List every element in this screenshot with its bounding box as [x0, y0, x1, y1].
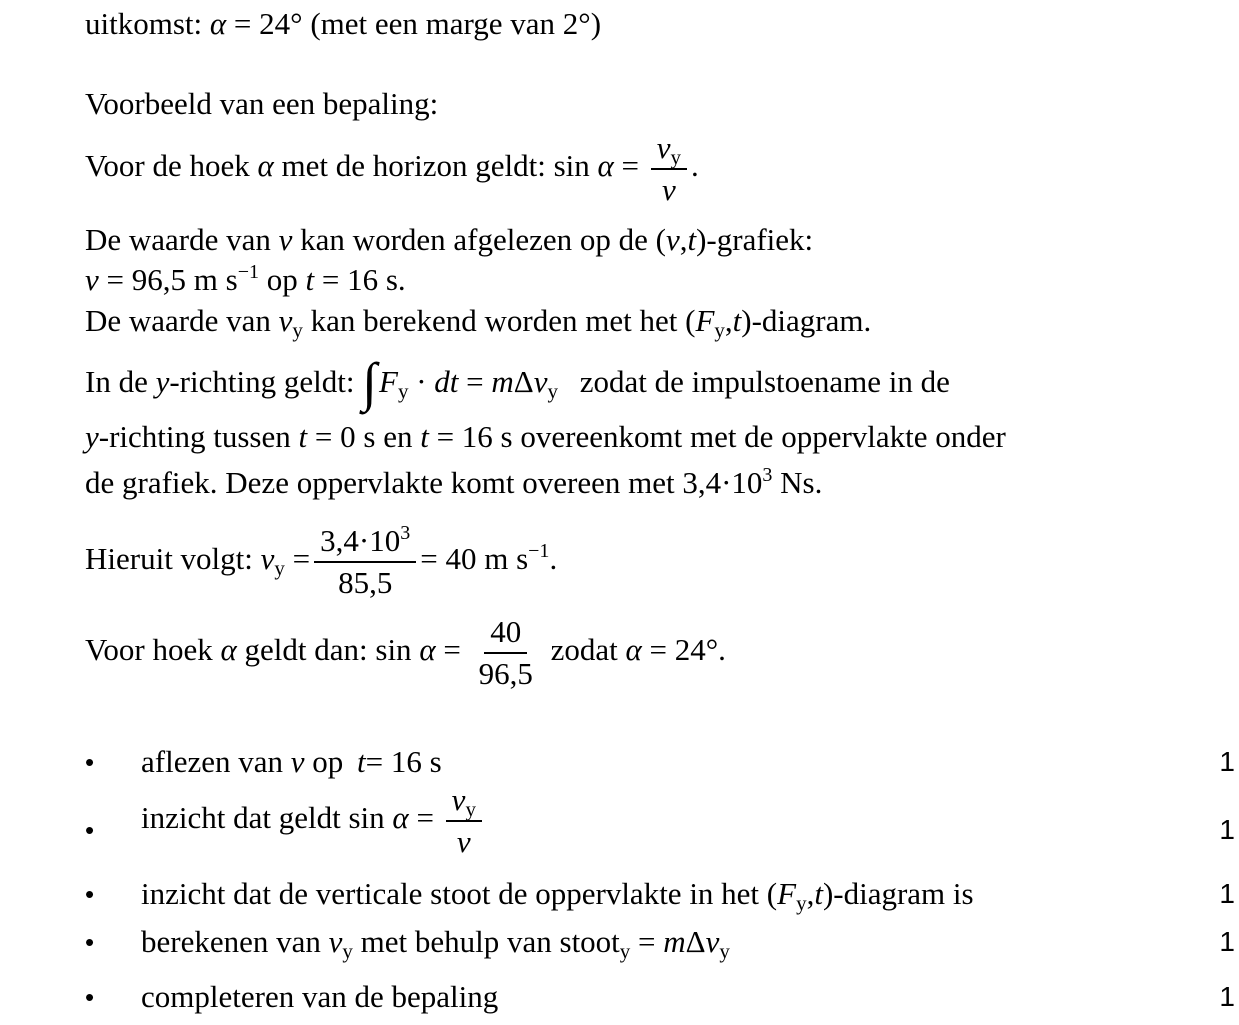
y-symbol: y: [155, 364, 170, 399]
y-subscript: y: [397, 379, 409, 403]
bullet-icon: •: [85, 747, 95, 777]
equals-sign: =: [292, 541, 311, 577]
fraction-impulse-over-mass: [314, 523, 416, 601]
dt-symbol: dt: [434, 364, 459, 399]
angle-result-text-b: geldt dan:: [244, 632, 368, 668]
y-subscript: y: [274, 556, 285, 581]
scoring-text: completeren van de bepaling: [141, 979, 499, 1014]
area-exponent: 3: [762, 464, 773, 486]
sin-function: sin: [553, 148, 590, 184]
m-symbol: m: [491, 364, 514, 399]
delta-symbol: Δ: [513, 364, 534, 399]
direction-val1: = 0 s en: [314, 419, 413, 454]
angle-result-final: = 24°.: [649, 632, 726, 668]
t-value: = 16 s.: [321, 262, 406, 297]
fraction-numerator: 40: [484, 614, 527, 654]
vy-line: [85, 303, 872, 342]
t-symbol: t: [298, 419, 308, 454]
unit-exponent: −1: [237, 261, 259, 283]
equals-sign: =: [621, 148, 640, 184]
alpha-symbol: α: [220, 632, 237, 668]
t-symbol: t: [732, 303, 742, 338]
fraction-denominator: v: [662, 172, 676, 207]
score-value: 1: [1219, 746, 1235, 777]
result-margin: (met een marge van 2°): [310, 6, 602, 41]
integral-line: In de y-richting geldt: $\int F_y$ · dt = mΔv$_y$ zodat de impulstoename in de: [85, 352, 950, 412]
follow-line: [85, 523, 557, 601]
v-symbol: v: [278, 222, 293, 257]
unit-exponent: −1: [528, 540, 550, 563]
graph-t: t: [687, 222, 697, 257]
dot-operator: ·: [416, 364, 427, 399]
v-text-b: kan worden afgelezen op de (: [300, 222, 666, 257]
example-heading: Voorbeeld van een bepaling:: [85, 86, 439, 121]
angle-formula-line: [85, 130, 699, 208]
v-reading-line: [85, 222, 813, 258]
alpha-symbol: α: [257, 148, 274, 184]
v-symbol: v: [533, 364, 548, 399]
text-op: op: [266, 262, 298, 297]
vy-text-close: )-diagram.: [741, 303, 872, 338]
follow-result: = 40 m s: [420, 541, 529, 577]
scoring-text: inzicht dat de verticale stoot de oppervlakte in het $(F_y,t)$-diagram is: [141, 876, 974, 915]
alpha-symbol: α: [625, 632, 642, 668]
score-value: 1: [1219, 926, 1235, 957]
fraction-vy-over-v: [651, 130, 687, 208]
equals-sign: =: [466, 364, 484, 399]
result-label: uitkomst:: [85, 6, 203, 41]
v-symbol: v: [278, 303, 293, 338]
F-symbol: F: [379, 364, 398, 399]
vy-text-b: kan berekend worden met het: [310, 303, 678, 338]
comma: ,: [724, 303, 733, 338]
fraction-vy-over-v: $\frac{v_y}{v}$: [446, 782, 482, 860]
v-value: = 96,5 m s: [106, 262, 238, 297]
integral-text-c: zodat de impulstoename in de: [579, 364, 950, 399]
alpha-symbol: α: [419, 632, 436, 668]
graph-v: v: [665, 222, 680, 257]
y-symbol: y: [85, 419, 99, 454]
t-symbol: t: [305, 262, 315, 297]
alpha-symbol: α: [597, 148, 614, 184]
follow-text-a: Hieruit volgt:: [85, 541, 253, 577]
angle-result-text-c: zodat: [550, 632, 618, 668]
scoring-text: aflezen van v op t= 16 s: [141, 744, 442, 779]
period: .: [691, 148, 699, 184]
t-symbol: t: [420, 419, 429, 454]
bullet-icon: •: [85, 927, 95, 957]
comma: ,: [679, 222, 688, 257]
result-line: [85, 6, 601, 42]
direction-val2: = 16 s overeenkomt met de oppervlakte onder: [436, 419, 1006, 454]
bullet-icon: •: [85, 879, 95, 909]
score-value: 1: [1219, 878, 1235, 909]
bullet-icon: •: [85, 982, 95, 1012]
result-value: = 24°: [233, 6, 303, 41]
area-line: [85, 465, 822, 501]
fraction-denominator: 96,5: [478, 656, 533, 691]
v-symbol: v: [260, 541, 275, 577]
v-text-c: )-grafiek:: [696, 222, 814, 257]
area-value: 3,4·10: [682, 465, 763, 500]
area-text-a: de grafiek. Deze oppervlakte komt overeen met: [85, 465, 675, 500]
angle-text-b: met de horizon geldt:: [281, 148, 546, 184]
F-symbol: F: [695, 303, 715, 338]
period: .: [549, 541, 558, 577]
y-subscript: y: [292, 318, 303, 342]
v-text-a: De waarde van: [85, 222, 271, 257]
angle-result-line: [85, 614, 726, 692]
v-value-line: [85, 262, 406, 298]
fraction-40-over-96: [473, 614, 539, 692]
sin-function: sin: [375, 632, 412, 668]
angle-result-text-a: Voor hoek: [85, 632, 213, 668]
equals-sign: =: [443, 632, 461, 668]
vy-text-a: De waarde van: [85, 303, 271, 338]
y-subscript: y: [547, 379, 558, 403]
y-subscript: y: [714, 318, 725, 342]
score-value: 1: [1219, 981, 1235, 1012]
integral-text-b: -richting geldt:: [169, 364, 355, 399]
direction-line: [85, 419, 1006, 455]
bullet-icon: •: [85, 815, 95, 845]
angle-text-a: Voor de hoek: [85, 148, 250, 184]
fraction-denominator: 85,5: [338, 565, 393, 600]
fraction-numerator: $3,4\cdot 10^3$: [314, 523, 416, 563]
area-unit: Ns.: [780, 465, 823, 500]
scoring-text: berekenen van $v_y$ met behulp van stoot$_y$ = mΔv$_y$: [141, 924, 730, 963]
paren-open: (: [685, 303, 696, 338]
score-value: 1: [1219, 814, 1235, 845]
direction-text-a: -richting tussen: [98, 419, 291, 454]
v-symbol: v: [85, 262, 99, 297]
scoring-text: inzicht dat geldt sin α = $\frac{v_y}{v}$: [141, 782, 486, 860]
alpha-symbol: α: [209, 6, 227, 41]
fraction-numerator: $v_y$: [651, 130, 687, 170]
integral-text-a: In de: [85, 364, 148, 399]
